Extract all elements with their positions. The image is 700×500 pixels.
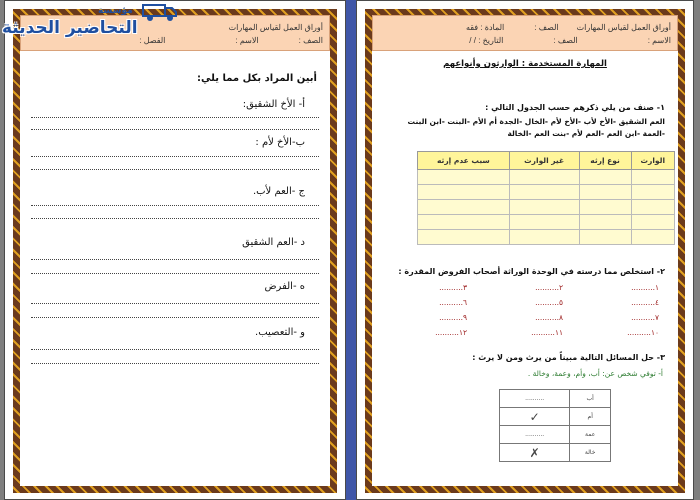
heir-mark: .......... — [500, 426, 570, 444]
table-row — [418, 170, 675, 185]
truck-icon — [142, 2, 178, 22]
item-b: ب-الأخ لأم : — [255, 137, 305, 148]
table-row — [418, 185, 675, 200]
right-header-name: الاسم : — [647, 36, 671, 45]
right-header-subject: المادة : فقه — [465, 23, 505, 32]
left-header-term: الفصل : — [139, 36, 166, 45]
item-c: ج -العم لأب. — [252, 186, 305, 197]
logo-org: مؤسسة — [98, 6, 133, 16]
answer-line — [31, 273, 319, 274]
question-1-text: العم الشقيق -الأخ لأب -الأخ لأم -الخال -الجدة أم الأم -البنت -ابن البنت -العمة -ابن العم -العم لأم -بنت العم -الخالة — [407, 117, 665, 138]
logo-brand: التحاضير الحديثة — [2, 18, 138, 38]
answer-line — [31, 117, 319, 118]
answer-line — [31, 129, 319, 130]
answer-line — [31, 218, 319, 219]
left-title: أبين المراد بكل مما يلي: — [197, 73, 317, 84]
share-cell: ١٠.......... — [627, 328, 659, 337]
heir-label: أب — [570, 390, 611, 408]
col-heir: الوارث — [631, 152, 674, 170]
col-non-heir: غير الوارث — [509, 152, 579, 170]
item-a: أ- الأخ الشقيق: — [242, 99, 305, 110]
answer-line — [31, 156, 319, 157]
item-f: و -التعصيب. — [255, 327, 305, 338]
share-cell: ٢.......... — [535, 283, 563, 292]
share-cell: ٦.......... — [439, 298, 467, 307]
right-header-date: التاريخ : / / — [469, 36, 504, 45]
question-2: ٢- استخلص مما درسته في الوحدة الوراثة أصحاب الفروض المقدرة : — [398, 267, 665, 276]
share-cell: ٥.......... — [535, 298, 563, 307]
heir-label: عمة — [570, 426, 611, 444]
share-cell: ٨.......... — [535, 313, 563, 322]
answer-line — [31, 317, 319, 318]
heirs-table — [417, 151, 675, 245]
table-row — [500, 444, 611, 462]
right-header-class2: الصف : — [553, 36, 578, 45]
share-cell: ١١.......... — [531, 328, 563, 337]
answer-line — [31, 169, 319, 170]
answer-line — [31, 259, 319, 260]
table-row — [500, 426, 611, 444]
share-cell: ٧.......... — [631, 313, 659, 322]
table-row — [418, 200, 675, 215]
col-reason: سبب عدم إرثه — [418, 152, 510, 170]
share-cell: ٣.......... — [439, 283, 467, 292]
heir-mark: .......... — [500, 390, 570, 408]
item-d: د -العم الشقيق — [242, 237, 305, 248]
table-row — [418, 230, 675, 245]
left-header-name: الاسم : — [235, 36, 259, 45]
question-3-a: أ- توفي شخص عن: أب، وأم، وعمة، وخالة . — [527, 369, 663, 378]
answer-line — [31, 303, 319, 304]
answer-line — [31, 363, 319, 364]
right-header-title: أوراق العمل لقياس المهارات — [576, 23, 671, 32]
share-cell: ١٢.......... — [435, 328, 467, 337]
left-header-title: أوراق العمل لقياس المهارات — [228, 23, 323, 32]
share-cell: ٩.......... — [439, 313, 467, 322]
item-e: ه -الفرض — [264, 281, 305, 292]
right-header — [372, 15, 678, 51]
skill-title: المهارة المستخدمة : الوارثون وأنواعهم — [443, 59, 607, 69]
table-row — [500, 390, 611, 408]
table-row — [418, 215, 675, 230]
page-left — [4, 0, 346, 500]
answer-line — [31, 205, 319, 206]
cross-icon: ✗ — [500, 444, 570, 462]
share-cell: ٤.......... — [631, 298, 659, 307]
left-header-class: الصف : — [298, 36, 323, 45]
share-cell: ١.......... — [631, 283, 659, 292]
answer-line — [31, 349, 319, 350]
table-row — [500, 408, 611, 426]
heir-label: خالة — [570, 444, 611, 462]
fixed-shares-grid — [387, 283, 659, 343]
logo — [2, 2, 182, 48]
question-1: ١- صنف من يلي ذكرهم حسب الجدول التالي : — [485, 103, 665, 112]
check-icon: ✓ — [500, 408, 570, 426]
question-3: ٣- حل المسائل التالية مبيناً من يرث ومن لا يرث : — [472, 353, 665, 362]
right-header-class: الصف : — [534, 23, 559, 32]
page-right — [356, 0, 694, 500]
heir-label: أم — [570, 408, 611, 426]
inheritance-check-table — [499, 389, 611, 462]
page-gap — [346, 0, 356, 500]
col-share-type: نوع إرثه — [579, 152, 631, 170]
